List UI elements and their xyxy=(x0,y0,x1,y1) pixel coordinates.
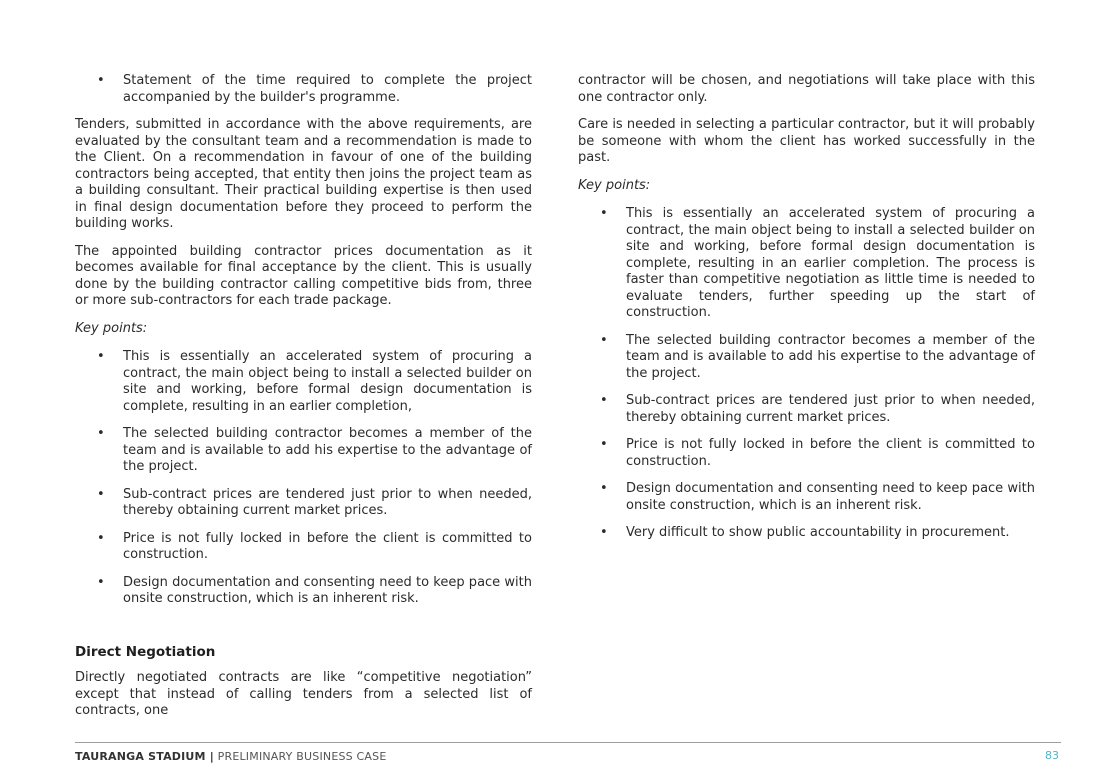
footer-title-bold: TAURANGA STADIUM | xyxy=(75,750,214,763)
footer-divider xyxy=(75,742,1061,743)
key-points-label: Key points: xyxy=(578,177,651,193)
left-column xyxy=(75,73,532,731)
list-item: • Statement of the time required to complete the project accompanied by the builder's programme. xyxy=(75,73,532,106)
paragraph: Care is needed in selecting a particular contractor, but it will probably be someone with whom the client has worked successfully in the past. xyxy=(578,117,1035,165)
list-item: • The selected building contractor becomes a member of the team and is available to add his expertise to the advantage of the project. xyxy=(578,333,1035,383)
paragraph: Tenders, submitted in accordance with the above requirements, are evaluated by the consultant team and a recommendation is made to the Client. On a recommendation in favour of one of the building contractors being accepted, that entity then joins the project team as a building consultant. Their practical building expertise is then used in final design documentation before they proceed to perform the building works. xyxy=(75,117,532,231)
footer-title xyxy=(75,750,387,763)
list-item: • Price is not fully locked in before the client is committed to construction. xyxy=(578,437,1035,470)
key-points-list xyxy=(578,206,1035,542)
list-item: • Very difficult to show public accountability in procurement. xyxy=(578,525,1035,542)
section-heading: Direct Negotiation xyxy=(75,643,216,660)
page-number: 83 xyxy=(1045,749,1059,762)
footer-title-rest: PRELIMINARY BUSINESS CASE xyxy=(213,750,387,763)
key-points-label: Key points: xyxy=(75,320,148,336)
list-item: • Sub-contract prices are tendered just prior to when needed, thereby obtaining current market prices. xyxy=(75,487,532,520)
list-item: • This is essentially an accelerated system of procuring a contract, the main object being to install a selected builder on site and working, before formal design documentation is complete, resulting in an earlier completion. The process is faster than competitive negotiation as little time is needed to evaluate tenders, further speeding up the start of construction. xyxy=(578,206,1035,322)
list-item: • Design documentation and consenting need to keep pace with onsite construction, which is an inherent risk. xyxy=(75,575,532,608)
lead-bullet-list xyxy=(75,73,532,106)
paragraph: Directly negotiated contracts are like “competitive negotiation” except that instead of calling tenders from a selected list of contracts, one xyxy=(75,670,532,718)
list-item: • Sub-contract prices are tendered just prior to when needed, thereby obtaining current market prices. xyxy=(578,393,1035,426)
list-item: • Price is not fully locked in before the client is committed to construction. xyxy=(75,531,532,564)
list-item: • Design documentation and consenting need to keep pace with onsite construction, which is an inherent risk. xyxy=(578,481,1035,514)
right-column xyxy=(578,73,1035,553)
list-item: • This is essentially an accelerated system of procuring a contract, the main object being to install a selected builder on site and working, before formal design documentation is complete, resulting in an earlier completion, xyxy=(75,349,532,415)
list-item: • The selected building contractor becomes a member of the team and is available to add his expertise to the advantage of the project. xyxy=(75,426,532,476)
key-points-list xyxy=(75,349,532,608)
paragraph: The appointed building contractor prices documentation as it becomes available for final acceptance by the client. This is usually done by the building contractor calling competitive bids from, three or more sub-contractors for each trade package. xyxy=(75,243,532,308)
paragraph: contractor will be chosen, and negotiations will take place with this one contractor only. xyxy=(578,73,1035,105)
